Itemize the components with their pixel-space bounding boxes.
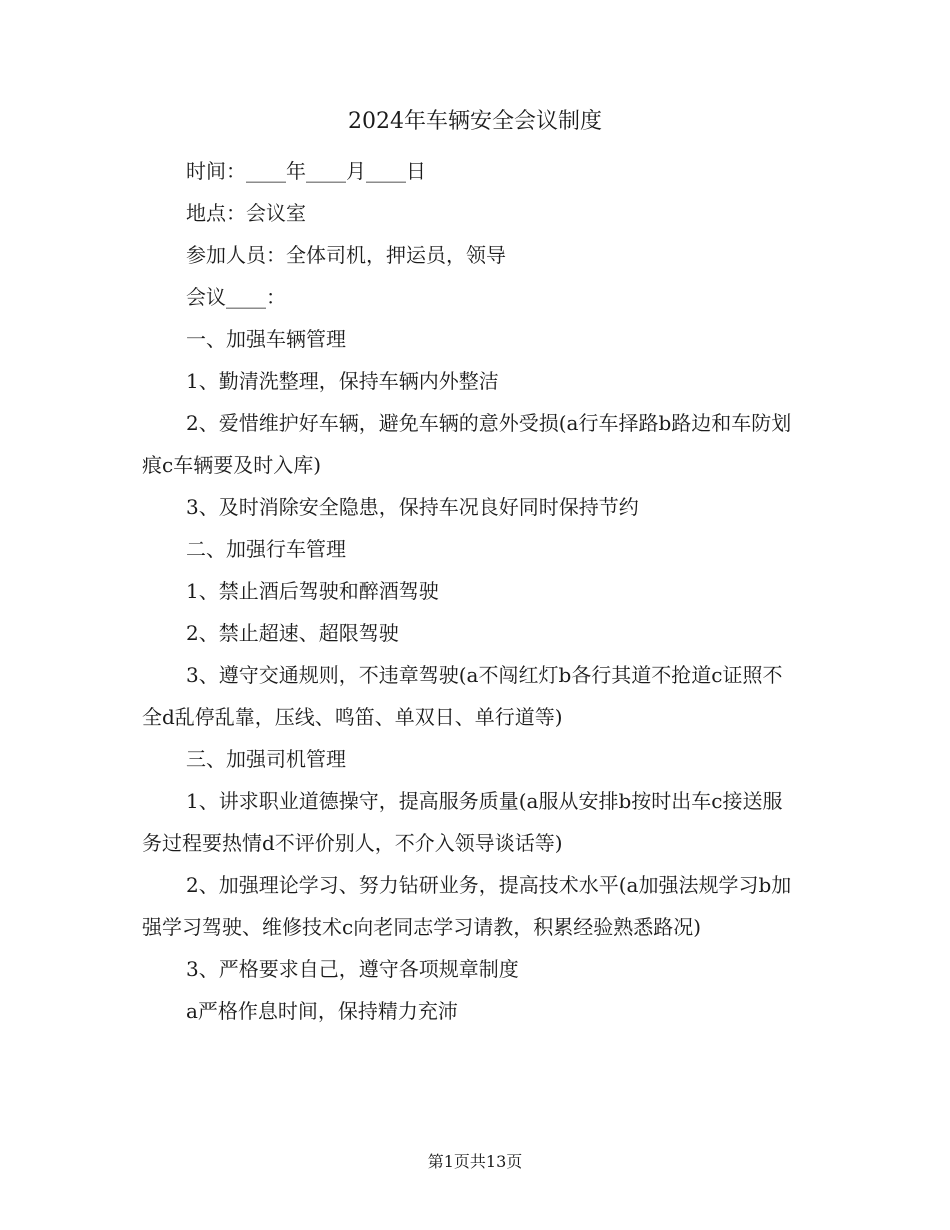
section-heading-vehicle-management: 一、加强车辆管理: [186, 327, 346, 351]
page-number-footer: 第1页共13页: [427, 1152, 523, 1171]
paragraph: 1、讲求职业道德操守，提高服务质量(a服从安排b按时出车c接送服务过程要热情d不评价别人，不介入领导谈话等): [142, 789, 783, 855]
meeting-topic: 会议____：: [186, 285, 286, 309]
paragraph: 2、禁止超速、超限驾驶: [186, 621, 399, 645]
meeting-location: 地点：会议室: [186, 201, 306, 225]
meeting-participants: 参加人员：全体司机，押运员，领导: [186, 243, 506, 267]
paragraph: 3、严格要求自己，遵守各项规章制度: [186, 957, 519, 981]
paragraph: 3、及时消除安全隐患，保持车况良好同时保持节约: [186, 495, 639, 519]
section-heading-driver-management: 三、加强司机管理: [186, 747, 346, 771]
section-heading-driving-management: 二、加强行车管理: [186, 537, 346, 561]
document-body: [142, 150, 796, 1032]
paragraph: 1、勤清洗整理，保持车辆内外整洁: [186, 369, 499, 393]
paragraph: 3、遵守交通规则，不违章驾驶(a不闯红灯b各行其道不抢道c证照不全d乱停乱靠，压线、鸣笛、单双日、单行道等): [142, 663, 783, 729]
paragraph: 2、加强理论学习、努力钻研业务，提高技术水平(a加强法规学习b加强学习驾驶、维修技术c向老同志学习请教，积累经验熟悉路况): [142, 873, 792, 939]
paragraph: a严格作息时间，保持精力充沛: [186, 999, 458, 1023]
paragraph: 2、爱惜维护好车辆，避免车辆的意外受损(a行车择路b路边和车防划痕c车辆要及时入库): [142, 411, 792, 477]
document-title: 2024年车辆安全会议制度: [348, 109, 602, 134]
paragraph: 1、禁止酒后驾驶和醉酒驾驶: [186, 579, 439, 603]
meeting-time: 时间：____年____月____日: [186, 159, 426, 183]
